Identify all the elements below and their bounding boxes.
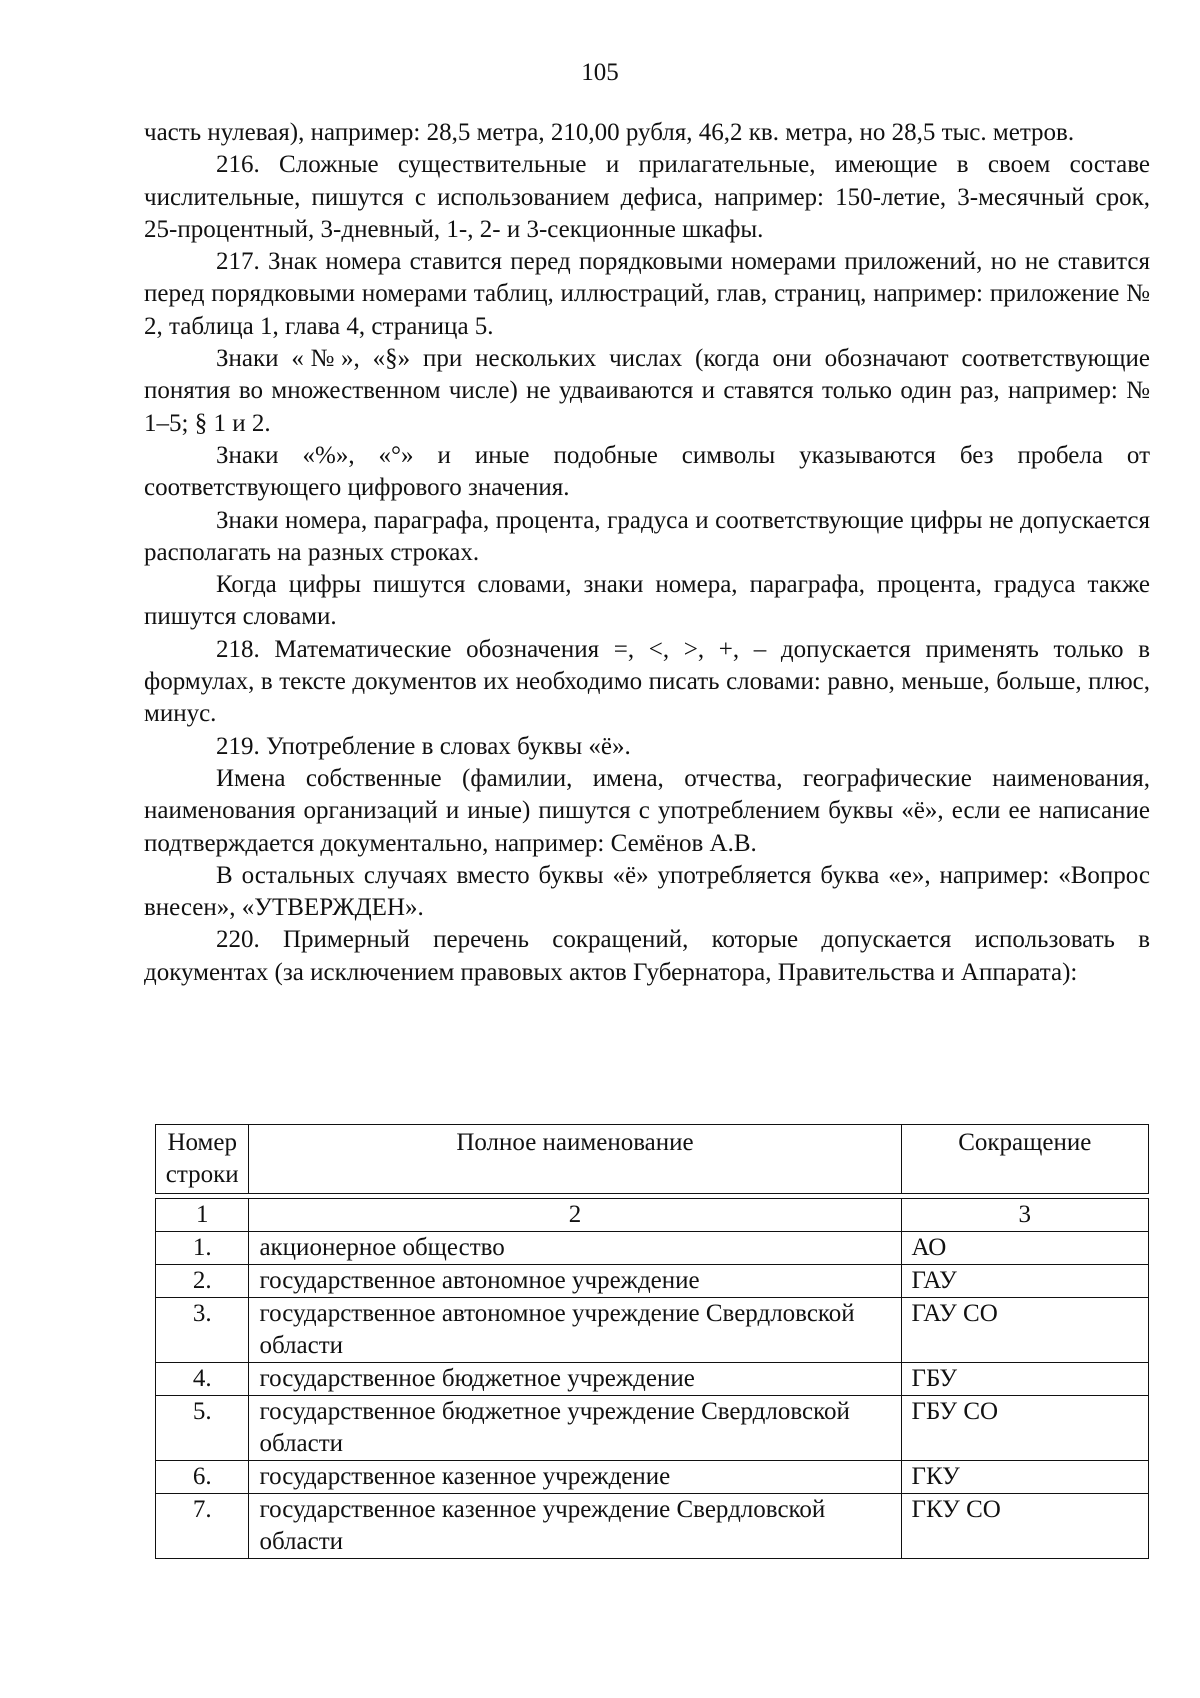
row-number: 7. [156,1494,249,1559]
row-full-name: государственное казенное учреждение Свердловской области [249,1494,901,1559]
column-index: 2 [249,1199,901,1232]
row-abbreviation: ГБУ [901,1363,1149,1396]
table-row [156,1265,1149,1298]
row-abbreviation: ГАУ СО [901,1298,1149,1363]
paragraph: Знаки номера, параграфа, процента, градуса и соответствующие цифры не допускается располагать на разных строках. [144,506,1150,566]
table-row [156,1461,1149,1494]
paragraph: Знаки «№», «§» при нескольких числах (когда они обозначают соответствующие понятия во множественном числе) не удваиваются и ставятся только один раз, например: № 1–5; § 1 и 2. [144,345,1150,437]
row-full-name: государственное бюджетное учреждение Свердловской области [249,1396,901,1461]
table-row [156,1494,1149,1559]
table-header-row [156,1125,1149,1194]
paragraph: часть нулевая), например: 28,5 метра, 210,00 рубля, 46,2 кв. метра, но 28,5 тыс. метров. [144,119,1075,146]
table-row [156,1298,1149,1363]
column-index: 3 [901,1199,1149,1232]
paragraph: Имена собственные (фамилии, имена, отчества, географические наименования, наименования организаций и иные) пишутся с употреблением буквы «ё», если ее написание подтверждается документально, например: Семёнов А.В. [144,764,1150,857]
row-number: 4. [156,1363,249,1396]
row-number: 1. [156,1232,249,1265]
table-row [156,1232,1149,1265]
paragraph-217: 217. Знак номера ставится перед порядковыми номерами приложений, но не ставится перед порядковыми номерами таблиц, иллюстраций, глав, страниц, например: приложение № 2, таблица 1, глава 4, страница 5. [144,248,1150,340]
row-full-name: государственное бюджетное учреждение [249,1363,901,1396]
paragraph-216: 216. Сложные существительные и прилагательные, имеющие в своем составе числительные, пишутся с использованием дефиса, например: 150-летие, 3-месячный срок, 25-процентный, 3-дневный, 1-, 2- и 3-секционные шкафы. [144,151,1150,243]
header-row-number-label: Номер строки [165,1129,239,1188]
row-full-name: государственное автономное учреждение [249,1265,901,1298]
document-body [144,117,1150,989]
row-abbreviation: ГКУ СО [901,1494,1149,1559]
paragraph: Знаки «%», «°» и иные подобные символы указываются без пробела от соответствующего цифрового значения. [144,441,1150,502]
paragraph-220: 220. Примерный перечень сокращений, которые допускается использовать в документах (за исключением правовых актов Губернатора, Правительства и Аппарата): [144,926,1150,986]
abbreviations-table [155,1124,1149,1559]
row-number: 6. [156,1461,249,1494]
page-number: 105 [581,59,619,86]
row-abbreviation: ГАУ [901,1265,1149,1298]
row-full-name: государственное автономное учреждение Свердловской области [249,1298,901,1363]
header-abbreviation: Сокращение [901,1125,1149,1194]
paragraph-219: 219. Употребление в словах буквы «ё». [216,732,631,760]
table-column-index-row [156,1199,1149,1232]
row-abbreviation: ГБУ СО [901,1396,1149,1461]
table-row [156,1396,1149,1461]
row-full-name: акционерное общество [249,1232,901,1265]
row-number: 2. [156,1265,249,1298]
paragraph-218: 218. Математические обозначения =, <, >, +, – допускается применять только в формулах, в тексте документов их необходимо писать словами: равно, меньше, больше, плюс, минус. [144,635,1150,728]
header-full-name: Полное наименование [249,1125,901,1194]
row-full-name: государственное казенное учреждение [249,1461,901,1494]
table-row [156,1363,1149,1396]
paragraph: В остальных случаях вместо буквы «ё» употребляется буква «е», например: «Вопрос внесен», «УТВЕРЖДЕН». [144,861,1150,922]
row-abbreviation: АО [901,1232,1149,1265]
row-abbreviation: ГКУ [901,1461,1149,1494]
header-row-number [156,1125,249,1194]
row-number: 3. [156,1298,249,1363]
row-number: 5. [156,1396,249,1461]
column-index: 1 [156,1199,249,1232]
paragraph: Когда цифры пишутся словами, знаки номера, параграфа, процента, градуса также пишутся словами. [144,571,1150,631]
